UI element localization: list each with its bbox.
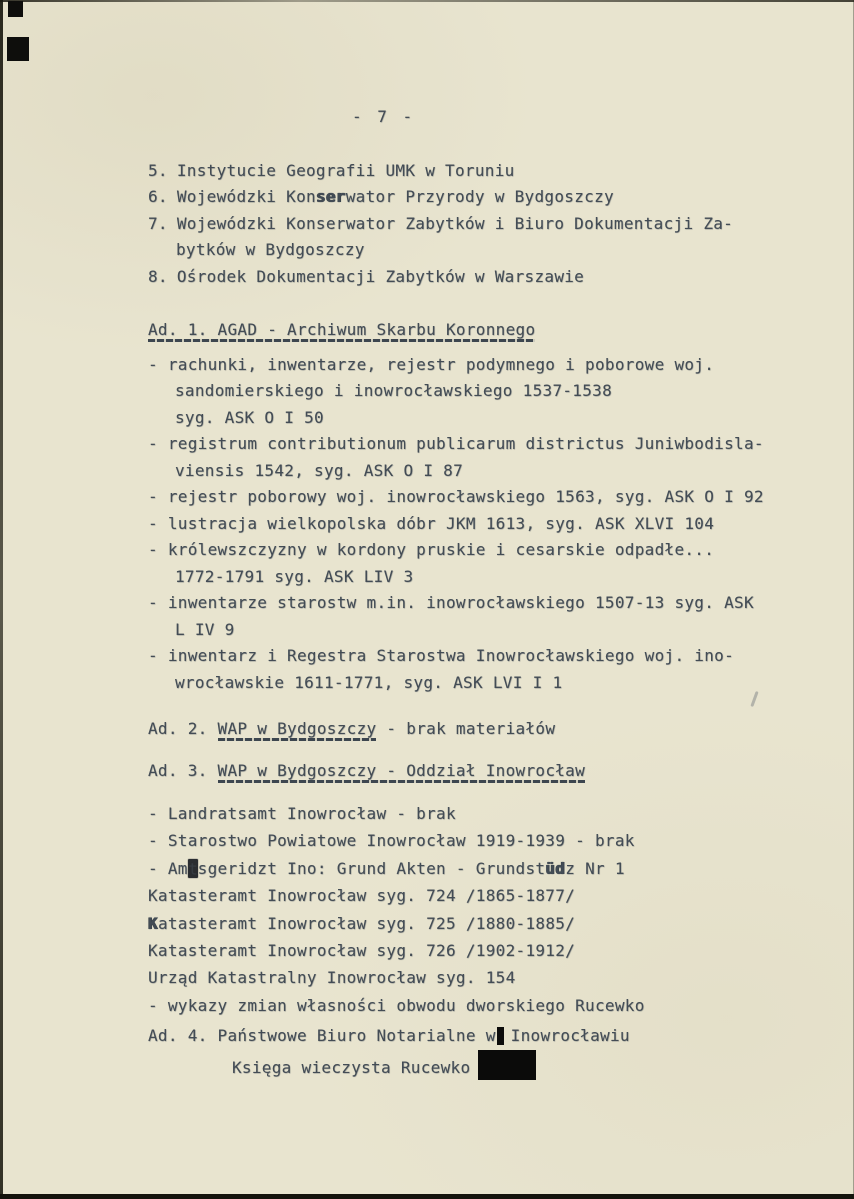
section-ad3-entries [148, 800, 814, 1019]
entry-line-continuation: wrocławskie 1611-1771, syg. ASK LVI I 1 [175, 672, 563, 692]
scan-edge-left [0, 0, 3, 1199]
entry-line-continuation: viensis 1542, syg. ASK O I 87 [175, 460, 464, 480]
scan-edge-bottom [0, 1194, 854, 1199]
entry-text: - Am [148, 858, 188, 878]
underlined-heading-text: Ad. 1. AGAD - Archiwum Skarbu Koronnego [148, 320, 535, 343]
entry-text: atasteramt Inowrocław syg. 725 /1880-1885/ [157, 913, 576, 933]
blotted-character: t [187, 858, 198, 878]
section-heading-ad3 [148, 758, 814, 785]
section-heading-ad2 [148, 716, 814, 743]
list-item [148, 211, 814, 238]
list-marker: 6. [148, 187, 168, 206]
section-ad1-entries [148, 352, 814, 697]
underlined-heading-text: WAP w Bydgoszczy - Oddział Inowrocław [218, 761, 586, 784]
underlined-heading-text: WAP w Bydgoszczy [218, 719, 377, 742]
list-marker: 8. [148, 266, 168, 286]
overstruck-text: K [148, 913, 158, 933]
scan-edge-top [0, 0, 854, 2]
entry-line: - registrum contributionum publicarum districtus Juniwbodisla- [148, 434, 764, 453]
entry-line-continuation: sandomierskiego i inowrocławskiego 1537-1538 [175, 381, 613, 400]
list-item [148, 264, 814, 291]
list-marker: 5. [148, 160, 168, 180]
entry-line: - Starostwo Powiatowe Inowrocław 1919-1939 - brak [148, 831, 635, 851]
entry-line: - rejestr poborowy woj. inowrocławskiego 1563, syg. ASK O I 92 [148, 487, 764, 506]
entry-line [148, 1050, 814, 1082]
list-item-continuation: bytków w Bydgoszczy [176, 240, 365, 259]
redaction-box [478, 1050, 536, 1080]
list-item-text: wator Przyrody w Bydgoszczy [345, 187, 614, 206]
heading-prefix: Ad. 2. [148, 719, 218, 738]
entry-line: - Landratsamt Inowrocław - brak [148, 804, 456, 823]
entry-text: z Nr 1 [565, 858, 625, 878]
list-item-text: Wojewódzki Kon [176, 187, 316, 206]
entry-line-continuation: syg. ASK O I 50 [175, 407, 324, 427]
entry-line: - lustracja wielkopolska dóbr JKM 1613, syg. ASK XLVI 104 [148, 513, 715, 533]
ink-blot-mark [8, 1, 23, 17]
entry-line-continuation: 1772-1791 syg. ASK LIV 3 [175, 566, 414, 586]
list-item-text: Wojewódzki Konserwator Zabytków i Biuro Dokumentacji Za- [176, 213, 734, 233]
list-item [148, 158, 814, 185]
overstruck-text: üd [545, 858, 566, 878]
list-item-text: Ośrodek Dokumentacji Zabytków w Warszawie [176, 266, 585, 286]
list-item [148, 184, 814, 211]
entry-line: Katasteramt Inowrocław syg. 724 /1865-1877/ [148, 886, 576, 906]
entry-line-continuation: L IV 9 [175, 619, 235, 639]
redaction-tick [497, 1027, 504, 1045]
entry-line: - inwentarze starostw m.in. inowrocławskiego 1507-13 syg. ASK [148, 593, 754, 612]
entry-line [148, 910, 814, 937]
entry-line: - rachunki, inwentarze, rejestr podymnego i poborowe woj. [148, 354, 715, 374]
entry-line [148, 855, 814, 882]
section-heading-ad1 [148, 317, 814, 344]
ink-blot-mark [7, 37, 29, 61]
entry-text: sgeridzt Ino: Grund Akten - Grundst [197, 858, 546, 878]
entry-line: - inwentarz i Regestra Starostwa Inowrocławskiego woj. ino- [148, 646, 735, 665]
heading-text: Ad. 4. Państwowe Biuro Notarialne w [148, 1026, 496, 1046]
entry-line: - królewszczyzny w kordony pruskie i cesarskie odpadłe... [148, 540, 715, 559]
overstruck-text: ser [315, 187, 346, 206]
entry-line: Urząd Katastralny Inowrocław syg. 154 [148, 968, 516, 988]
section-heading-ad4 [148, 1023, 814, 1050]
heading-prefix: Ad. 3. [148, 760, 218, 780]
entry-text: Księga wieczysta Rucewko [232, 1057, 471, 1077]
list-item-text: Instytucie Geografii UMK w Toruniu [176, 160, 515, 180]
page-number: - 7 - [352, 107, 416, 126]
list-marker: 7. [148, 213, 168, 233]
heading-text: Inowrocławiu [510, 1026, 630, 1046]
heading-suffix: - brak materiałów [376, 719, 556, 738]
entry-line: Katasteramt Inowrocław syg. 726 /1902-1912/ [148, 941, 576, 961]
entry-line: - wykazy zmian własności obwodu dworskiego Rucewko [148, 995, 645, 1015]
